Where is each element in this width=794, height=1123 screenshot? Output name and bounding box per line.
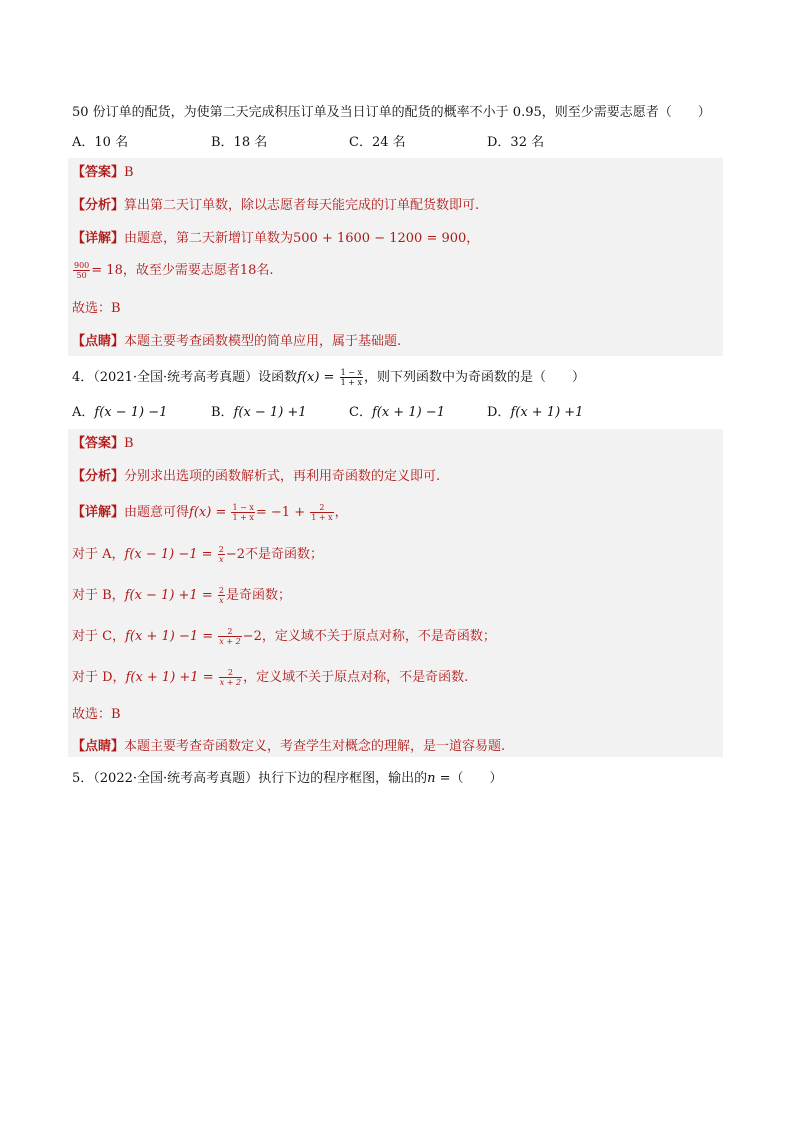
line-expr: f(x + 1) +1 = xyxy=(125,670,214,685)
fraction xyxy=(340,368,363,387)
q4-line-c xyxy=(72,627,496,647)
q3-choose: 故选：B xyxy=(72,301,121,316)
detail-text: ， xyxy=(334,505,348,520)
fraction xyxy=(310,503,333,522)
detail-text: = 18，故至少需要志愿者18名. xyxy=(91,263,274,278)
fraction xyxy=(73,261,90,280)
analysis-text: 分别求出选项的函数解析式，再利用奇函数的定义即可. xyxy=(124,469,441,484)
q3-answer xyxy=(72,163,134,183)
fraction-numerator: 2 xyxy=(310,503,333,513)
detail-tag: 【详解】 xyxy=(72,231,125,246)
q4-stem xyxy=(72,368,585,388)
fraction-numerator: 2 xyxy=(218,627,241,637)
q4-line-b xyxy=(72,586,291,606)
detail-function: f(x) = xyxy=(189,505,227,520)
line-expr: f(x + 1) −1 = xyxy=(125,629,214,644)
detail-tag: 【详解】 xyxy=(72,505,125,520)
fraction-denominator: x + 2 xyxy=(219,637,241,646)
fraction-numerator: 2 xyxy=(218,586,224,595)
q3-detail xyxy=(72,229,479,249)
q3-stem: 50 份订单的配货，为使第二天完成积压订单及当日订单的配货的概率不小于 0.95，则至少需要志愿者（ ） xyxy=(72,105,711,120)
fraction-denominator: 1 + x xyxy=(311,513,333,522)
fraction-denominator: x xyxy=(219,555,224,564)
analysis-tag: 【分析】 xyxy=(72,469,125,484)
q3-comment xyxy=(72,332,401,352)
option-label: A． xyxy=(72,405,95,420)
fraction-denominator: x xyxy=(219,596,224,605)
answer-tag: 【答案】 xyxy=(72,165,125,180)
comment-tag: 【点睛】 xyxy=(72,334,125,349)
answer-value: B xyxy=(124,165,134,180)
detail-text: 由题意可得 xyxy=(124,505,190,520)
fraction xyxy=(218,627,241,646)
line-prefix: 对于 C， xyxy=(72,629,126,644)
line-prefix: 对于 D， xyxy=(72,670,126,685)
q4-line-d xyxy=(72,668,468,688)
fraction xyxy=(218,545,225,564)
fraction xyxy=(231,503,254,522)
q3-detail-line2 xyxy=(72,261,274,281)
fraction-denominator: 50 xyxy=(76,271,87,280)
q4-detail xyxy=(72,503,348,523)
answer-tag: 【答案】 xyxy=(72,436,125,451)
comment-text: 本题主要考查奇函数定义，考查学生对概念的理解，是一道容易题. xyxy=(124,739,506,754)
q4-option-a xyxy=(72,403,167,423)
q5-stem-text: 5．（2022·全国·统考高考真题）执行下边的程序框图，输出的 xyxy=(72,771,428,786)
q3-analysis xyxy=(72,196,479,216)
fraction-denominator: 1 + x xyxy=(232,513,254,522)
analysis-tag: 【分析】 xyxy=(72,198,125,213)
q5-stem-end: =（ ） xyxy=(435,771,503,786)
fraction-denominator: x + 2 xyxy=(219,678,242,687)
q4-option-c xyxy=(349,403,445,423)
answer-value: B xyxy=(124,436,134,451)
q4-option-d xyxy=(487,403,583,423)
detail-text: 由题意，第二天新增订单数为500 + 1600 − 1200 = 900， xyxy=(124,231,480,246)
line-suffix: −2，定义域不关于原点对称，不是奇函数； xyxy=(242,629,496,644)
comment-tag: 【点睛】 xyxy=(72,739,125,754)
q4-comment xyxy=(72,737,505,757)
analysis-text: 算出第二天订单数，除以志愿者每天能完成的订单配货数即可. xyxy=(124,198,480,213)
q3-option-c: C．24 名 xyxy=(349,135,406,150)
option-expr: f(x + 1) +1 xyxy=(510,405,584,420)
q4-line-a xyxy=(72,545,323,565)
fraction-numerator: 2 xyxy=(218,545,224,554)
q5-stem-variable: n xyxy=(427,771,436,786)
option-label: B． xyxy=(211,405,234,420)
option-label: C． xyxy=(349,405,372,420)
q3-solution-box xyxy=(68,158,723,356)
q3-option-b: B．18 名 xyxy=(211,135,268,150)
detail-text: = −1 + xyxy=(255,505,306,520)
q4-option-b xyxy=(211,403,307,423)
line-suffix: −2不是奇函数； xyxy=(225,547,323,562)
q4-stem-function: f(x) = xyxy=(297,370,335,385)
line-prefix: 对于 B， xyxy=(72,588,125,603)
q5-stem xyxy=(72,769,503,789)
option-expr: f(x + 1) −1 xyxy=(371,405,445,420)
fraction xyxy=(219,668,242,687)
q4-analysis xyxy=(72,467,440,487)
fraction-numerator: 900 xyxy=(74,261,90,270)
option-label: D． xyxy=(487,405,511,420)
line-expr: f(x − 1) −1 = xyxy=(124,547,213,562)
fraction-denominator: 1 + x xyxy=(340,378,362,387)
line-prefix: 对于 A， xyxy=(72,547,125,562)
fraction-numerator: 1 − x xyxy=(340,368,362,377)
option-expr: f(x − 1) −1 xyxy=(94,405,168,420)
line-suffix: 是奇函数； xyxy=(225,588,291,603)
option-expr: f(x − 1) +1 xyxy=(233,405,307,420)
comment-text: 本题主要考查函数模型的简单应用，属于基础题. xyxy=(124,334,402,349)
fraction xyxy=(218,586,225,605)
line-expr: f(x − 1) +1 = xyxy=(124,588,213,603)
q3-option-a: A．10 名 xyxy=(72,135,129,150)
q4-stem-suffix: ，则下列函数中为奇函数的是（ ） xyxy=(363,370,585,385)
line-suffix: ，定义域不关于原点对称，不是奇函数. xyxy=(243,670,469,685)
fraction-numerator: 1 − x xyxy=(232,503,254,512)
q4-choose: 故选：B xyxy=(72,707,121,722)
fraction-numerator: 2 xyxy=(219,668,242,678)
q4-stem-prefix: 4．（2021·全国·统考高考真题）设函数 xyxy=(72,370,298,385)
q4-answer xyxy=(72,434,134,454)
q3-option-d: D．32 名 xyxy=(487,135,545,150)
